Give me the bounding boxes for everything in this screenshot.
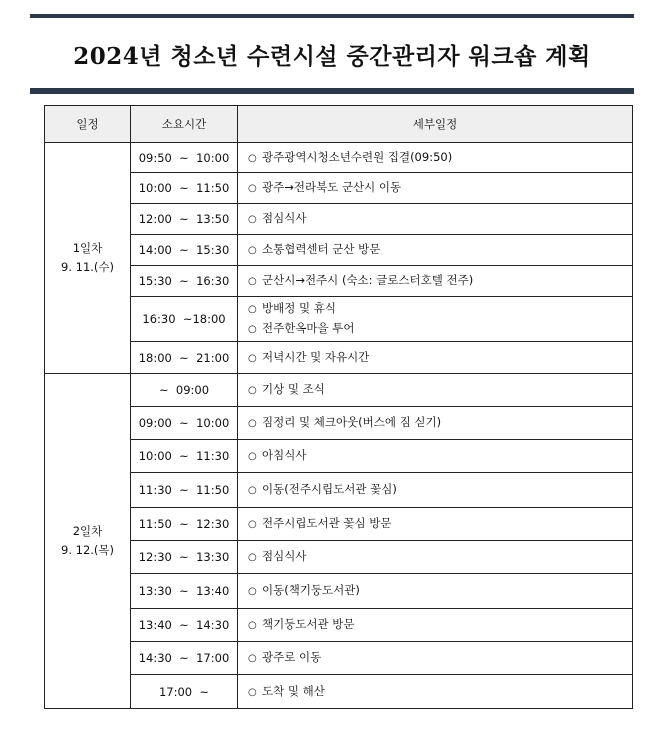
day-cell xyxy=(45,143,131,374)
time-cell: 15:30 ~ 16:30 xyxy=(131,266,238,297)
detail-text: 광주광역시청소년수련원 집결(09:50) xyxy=(262,149,453,164)
detail-item xyxy=(248,240,632,260)
time-cell: 13:30 ~ 13:40 xyxy=(131,574,238,609)
detail-cell xyxy=(238,204,633,235)
detail-item xyxy=(248,319,632,339)
schedule-row xyxy=(45,675,633,709)
detail-item xyxy=(248,547,632,567)
detail-text: 아침식사 xyxy=(262,448,307,462)
detail-item xyxy=(248,271,632,291)
detail-item xyxy=(248,446,632,466)
detail-item xyxy=(248,413,632,433)
detail-item xyxy=(248,178,632,198)
bullet-icon: ○ xyxy=(248,418,257,429)
bullet-icon: ○ xyxy=(248,352,257,364)
time-cell: 14:30 ~ 17:00 xyxy=(131,642,238,675)
schedule-row xyxy=(45,173,633,204)
schedule-row xyxy=(45,407,633,440)
schedule-row xyxy=(45,342,633,374)
detail-cell xyxy=(238,642,633,675)
schedule-row xyxy=(45,297,633,342)
bullet-icon: ○ xyxy=(248,276,257,287)
detail-text: 소통협력센터 군산 방문 xyxy=(262,242,381,256)
detail-item xyxy=(248,648,632,668)
detail-item xyxy=(248,581,632,601)
detail-cell xyxy=(238,143,633,173)
detail-item xyxy=(248,514,632,534)
time-cell: 16:30 ~18:00 xyxy=(131,297,238,342)
detail-cell xyxy=(238,235,633,266)
schedule-row xyxy=(45,143,633,173)
schedule-row xyxy=(45,508,633,541)
detail-text: 저녁시간 및 자유시간 xyxy=(262,349,370,364)
time-cell: 09:50 ~ 10:00 xyxy=(131,143,238,173)
detail-item xyxy=(248,380,632,400)
bullet-icon: ○ xyxy=(248,552,257,563)
schedule-row xyxy=(45,574,633,609)
detail-text: 전주한옥마을 투어 xyxy=(262,321,355,335)
day-date: 9. 11.(수) xyxy=(61,260,114,274)
detail-item xyxy=(248,682,632,702)
time-cell: 13:40 ~ 14:30 xyxy=(131,609,238,642)
detail-cell xyxy=(238,675,633,709)
detail-item xyxy=(248,615,632,635)
schedule-table xyxy=(44,105,633,709)
detail-item xyxy=(248,348,632,368)
bullet-icon: ○ xyxy=(248,152,257,164)
detail-cell xyxy=(238,541,633,574)
day-label: 1일차 xyxy=(72,241,103,255)
schedule-row xyxy=(45,235,633,266)
detail-cell xyxy=(238,173,633,204)
detail-item xyxy=(248,148,632,168)
detail-text: 짐정리 및 체크아웃(버스에 짐 싣기) xyxy=(262,415,442,429)
time-cell: 18:00 ~ 21:00 xyxy=(131,342,238,374)
detail-cell xyxy=(238,609,633,642)
bullet-icon: ○ xyxy=(248,245,257,256)
bullet-icon: ○ xyxy=(248,451,257,462)
detail-cell xyxy=(238,407,633,440)
schedule-row xyxy=(45,541,633,574)
bullet-icon: ○ xyxy=(248,686,257,698)
schedule-row xyxy=(45,642,633,675)
detail-cell xyxy=(238,342,633,374)
time-cell: 11:50 ~ 12:30 xyxy=(131,508,238,541)
bullet-icon: ○ xyxy=(248,183,257,194)
time-cell: 10:00 ~ 11:50 xyxy=(131,173,238,204)
schedule-row xyxy=(45,440,633,473)
detail-item xyxy=(248,299,632,319)
detail-cell xyxy=(238,266,633,297)
day-cell xyxy=(45,374,131,709)
detail-text: 책기둥도서관 방문 xyxy=(262,617,355,631)
header-day: 일정 xyxy=(45,106,131,143)
time-cell: 09:00 ~ 10:00 xyxy=(131,407,238,440)
bullet-icon: ○ xyxy=(248,214,257,225)
bullet-icon: ○ xyxy=(248,385,257,396)
header-time: 소요시간 xyxy=(131,106,238,143)
bullet-icon: ○ xyxy=(248,304,257,315)
day-label: 2일차 xyxy=(72,524,103,538)
detail-text: 기상 및 조식 xyxy=(262,382,325,396)
detail-text: 점심식사 xyxy=(262,211,307,225)
time-cell: 12:00 ~ 13:50 xyxy=(131,204,238,235)
detail-text: 전주시립도서관 꽃심 방문 xyxy=(262,516,392,530)
detail-cell xyxy=(238,574,633,609)
title-top-rule xyxy=(30,14,634,18)
time-cell: ~ 09:00 xyxy=(131,374,238,407)
time-cell: 11:30 ~ 11:50 xyxy=(131,473,238,508)
page-title: 2024년 청소년 수련시설 중간관리자 워크숍 계획 xyxy=(73,42,591,70)
bullet-icon: ○ xyxy=(248,485,257,496)
schedule-row xyxy=(45,204,633,235)
header-detail: 세부일정 xyxy=(238,106,633,143)
bullet-icon: ○ xyxy=(248,620,257,631)
time-cell: 14:00 ~ 15:30 xyxy=(131,235,238,266)
detail-text: 도착 및 해산 xyxy=(262,683,325,698)
detail-item xyxy=(248,480,632,500)
detail-cell xyxy=(238,473,633,508)
detail-text: 이동(전주시립도서관 꽃심) xyxy=(262,482,397,496)
schedule-row xyxy=(45,473,633,508)
bullet-icon: ○ xyxy=(248,519,257,530)
detail-cell xyxy=(238,374,633,407)
time-cell: 17:00 ~ xyxy=(131,675,238,709)
schedule-row xyxy=(45,374,633,407)
detail-text: 군산시→전주시 (숙소: 글로스터호텔 전주) xyxy=(262,273,474,287)
detail-cell xyxy=(238,297,633,342)
schedule-row xyxy=(45,609,633,642)
bullet-icon: ○ xyxy=(248,324,257,335)
detail-cell xyxy=(238,440,633,473)
detail-text: 광주로 이동 xyxy=(262,650,322,664)
time-cell: 10:00 ~ 11:30 xyxy=(131,440,238,473)
bullet-icon: ○ xyxy=(248,653,257,664)
detail-text: 광주→전라북도 군산시 이동 xyxy=(262,180,402,194)
detail-text: 방배정 및 휴식 xyxy=(262,301,336,315)
header-row xyxy=(45,106,633,143)
bullet-icon: ○ xyxy=(248,586,257,597)
detail-cell xyxy=(238,508,633,541)
detail-item xyxy=(248,209,632,229)
detail-text: 이동(책기둥도서관) xyxy=(262,583,360,597)
detail-text: 점심식사 xyxy=(262,549,307,563)
title-bottom-rule xyxy=(30,88,634,94)
schedule-row xyxy=(45,266,633,297)
day-date: 9. 12.(목) xyxy=(61,543,114,557)
time-cell: 12:30 ~ 13:30 xyxy=(131,541,238,574)
